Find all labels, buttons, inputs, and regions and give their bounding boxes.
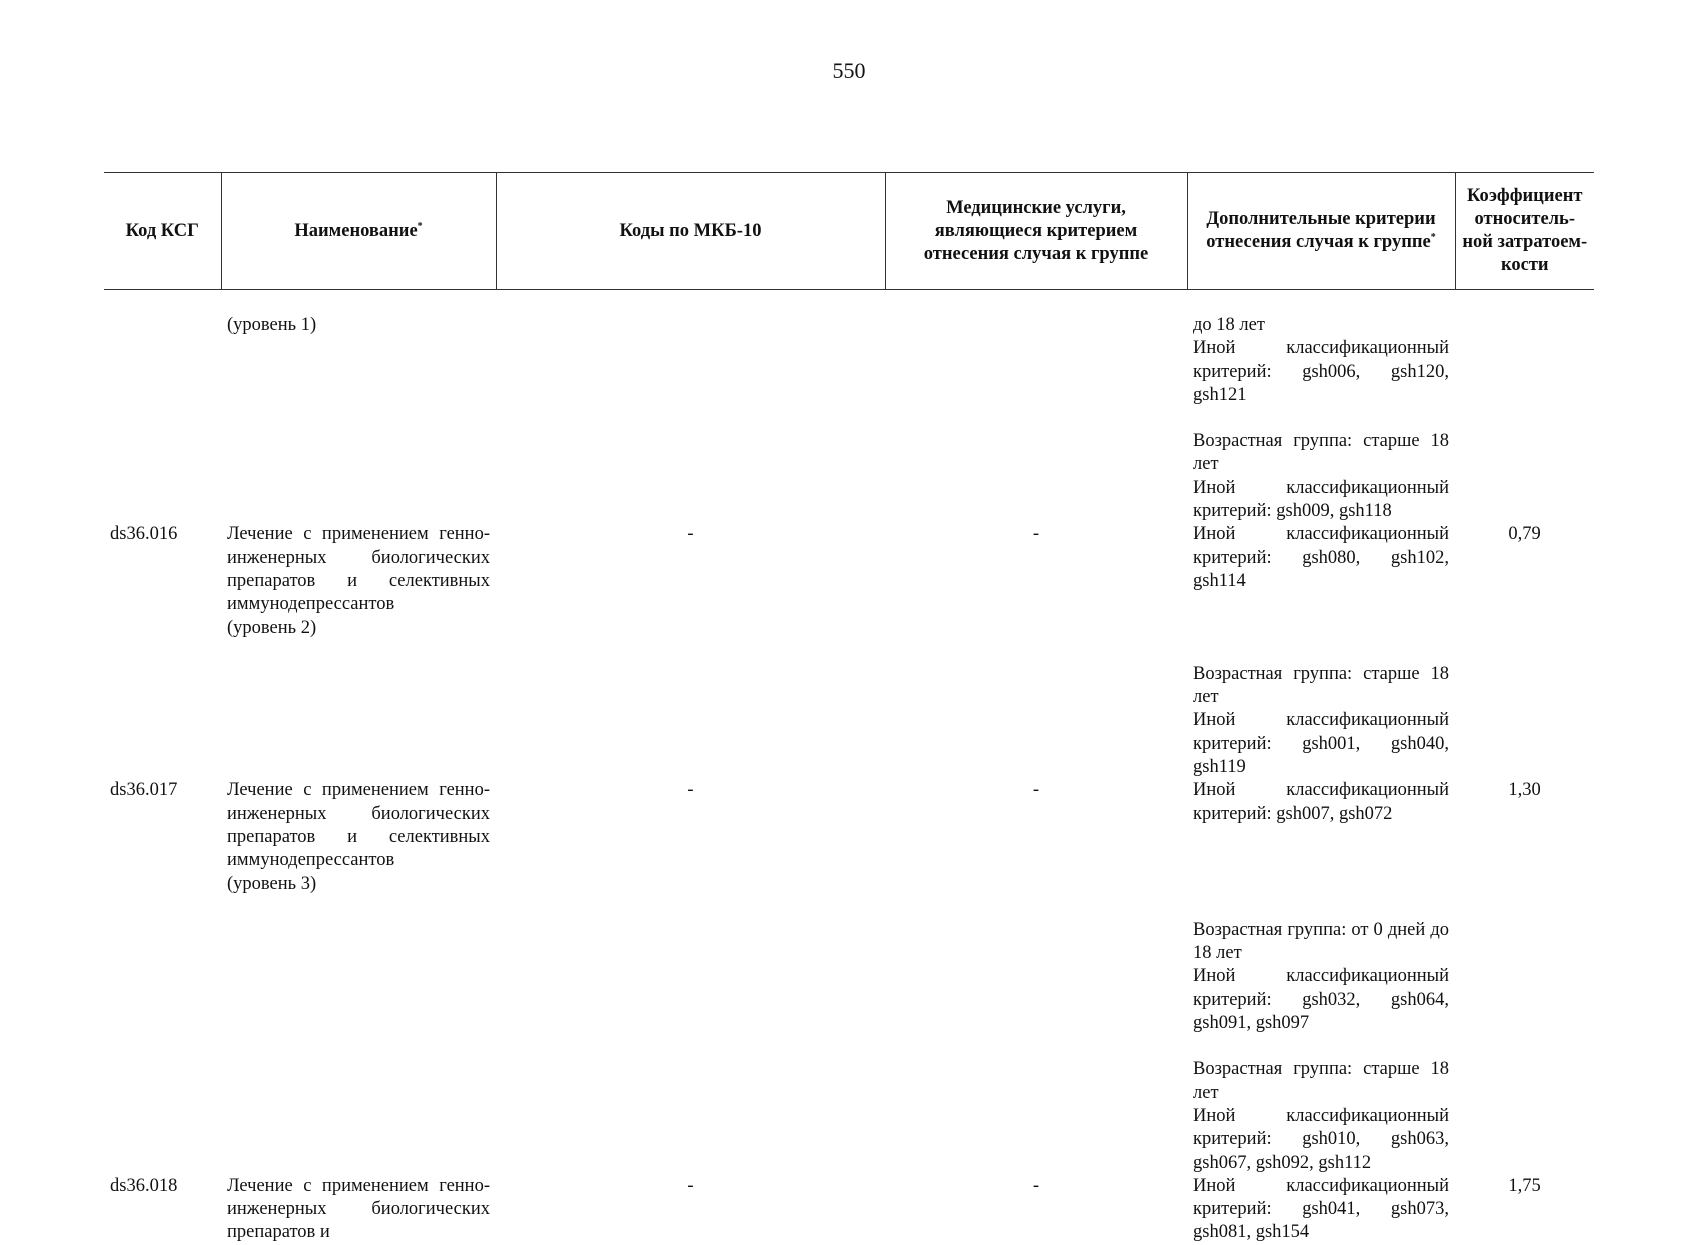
cell-criteria: [1187, 1035, 1455, 1174]
cell-coef: [1455, 407, 1594, 523]
cell-name: [221, 640, 496, 779]
cell-criteria: [1187, 640, 1455, 779]
ksg-level: (уровень 3): [227, 873, 317, 894]
ksg-level: (уровень 2): [227, 617, 317, 638]
cell-code: [104, 1175, 221, 1245]
criteria-line: Иной классификационный критерий: gsh006, gsh120, gsh121: [1193, 338, 1449, 405]
cell-name: [221, 314, 496, 407]
cell-mkb: [496, 523, 885, 639]
table-row: [104, 1175, 1594, 1245]
cell-code: [104, 523, 221, 639]
cell-mkb: [496, 1035, 885, 1174]
criteria-line: Иной классификационный критерий: gsh032, gsh064, gsh091, gsh097: [1193, 966, 1449, 1034]
cell-mkb: [496, 896, 885, 1035]
table-row: [104, 523, 1594, 639]
cell-code: [104, 640, 221, 779]
cell-coef: [1455, 640, 1594, 779]
cell-code: [104, 896, 221, 1035]
header-row: [104, 173, 1594, 290]
cell-code: [104, 407, 221, 523]
services-value: -: [1032, 524, 1040, 545]
header-services: Медицинские услуги, являющиеся критерием отнесения случая к группе: [885, 173, 1187, 290]
criteria-line: Возрастная группа: от 0 дней до 18 лет: [1193, 919, 1449, 964]
cell-mkb: [496, 779, 885, 895]
header-code: Код КСГ: [104, 173, 221, 290]
cell-name: [221, 896, 496, 1035]
criteria-line: Иной классификационный критерий: gsh080, gsh102, gsh114: [1193, 524, 1449, 591]
cell-coef: [1455, 1035, 1594, 1174]
ksg-code: ds36.017: [110, 780, 178, 801]
cell-criteria: [1187, 896, 1455, 1035]
cell-code: [104, 314, 221, 407]
table-row: [104, 896, 1594, 1035]
page-number: 550: [832, 58, 866, 83]
cell-mkb: [496, 640, 885, 779]
cell-services: [885, 523, 1187, 639]
criteria-line: Иной классификационный критерий: gsh010, gsh063, gsh067, gsh092, gsh112: [1193, 1105, 1449, 1173]
header-mkb: Коды по МКБ-10: [496, 173, 885, 290]
ksg-level: (уровень 1): [227, 315, 317, 335]
cell-coef: [1455, 1175, 1594, 1245]
mkb-value: -: [687, 1175, 694, 1196]
criteria-line: Возрастная группа: старше 18 лет: [1193, 1059, 1449, 1103]
footnote-mark: *: [417, 220, 423, 232]
table-body: [104, 290, 1594, 1245]
criteria-line: Возрастная группа: старше 18 лет: [1193, 663, 1449, 708]
cell-name: [221, 407, 496, 523]
cell-mkb: [496, 1175, 885, 1245]
criteria-line: Иной классификационный критерий: gsh041, gsh073, gsh081, gsh154: [1193, 1175, 1449, 1243]
cell-name: [221, 523, 496, 639]
ksg-name: Лечение с применением генно-инженерных биологических препаратов и селективных иммунодепрессантов: [227, 780, 490, 871]
cell-services: [885, 896, 1187, 1035]
cell-criteria: [1187, 407, 1455, 523]
cell-mkb: [496, 314, 885, 407]
criteria-line: Иной классификационный критерий: gsh009, gsh118: [1193, 477, 1449, 522]
table-row: [104, 1035, 1594, 1174]
criteria-line: Иной классификационный критерий: gsh001, gsh040, gsh119: [1193, 710, 1449, 778]
ksg-code: ds36.018: [110, 1175, 178, 1196]
cell-services: [885, 779, 1187, 895]
mkb-value: -: [687, 780, 694, 801]
cell-code: [104, 1035, 221, 1174]
mkb-value: -: [687, 524, 694, 545]
cell-coef: [1455, 523, 1594, 639]
cell-services: [885, 407, 1187, 523]
cell-name: [221, 1175, 496, 1245]
header-coef: Коэффициент относитель-ной затратоем-кости: [1455, 173, 1594, 290]
criteria-line: Возрастная группа: старше 18 лет: [1193, 431, 1449, 475]
header-name: Наименование*: [221, 173, 496, 290]
cell-services: [885, 1175, 1187, 1245]
table-row: [104, 640, 1594, 779]
table-row: [104, 407, 1594, 523]
cell-criteria: [1187, 314, 1455, 407]
ksg-name: Лечение с применением генно-инженерных биологических препаратов и селективных иммунодепрессантов: [227, 524, 490, 615]
services-value: -: [1032, 1175, 1040, 1196]
spacer-row: [104, 290, 1594, 315]
cell-code: [104, 779, 221, 895]
ksg-name: Лечение с применением генно-инженерных биологических препаратов и: [227, 1175, 490, 1243]
services-value: -: [1032, 780, 1040, 801]
ksg-code: ds36.016: [110, 524, 178, 545]
table-row: [104, 779, 1594, 895]
header-criteria: Дополнительные критерии отнесения случая к группе*: [1187, 173, 1455, 290]
cell-name: [221, 779, 496, 895]
spacer-cell: [104, 290, 1594, 315]
coef-value: 0,79: [1508, 524, 1541, 545]
cell-criteria: [1187, 779, 1455, 895]
cell-criteria: [1187, 1175, 1455, 1245]
cell-coef: [1455, 779, 1594, 895]
cell-services: [885, 1035, 1187, 1174]
cell-coef: [1455, 896, 1594, 1035]
criteria-line: до 18 лет: [1193, 315, 1265, 335]
cell-name: [221, 1035, 496, 1174]
cell-services: [885, 640, 1187, 779]
criteria-line: Иной классификационный критерий: gsh007, gsh072: [1193, 780, 1449, 824]
cell-services: [885, 314, 1187, 407]
footnote-mark: *: [1430, 231, 1436, 243]
cell-mkb: [496, 407, 885, 523]
table-row: [104, 314, 1594, 407]
coef-value: 1,30: [1508, 780, 1541, 801]
cell-coef: [1455, 314, 1594, 407]
coef-value: 1,75: [1508, 1175, 1541, 1196]
ksg-table: [104, 172, 1594, 1245]
cell-criteria: [1187, 523, 1455, 639]
